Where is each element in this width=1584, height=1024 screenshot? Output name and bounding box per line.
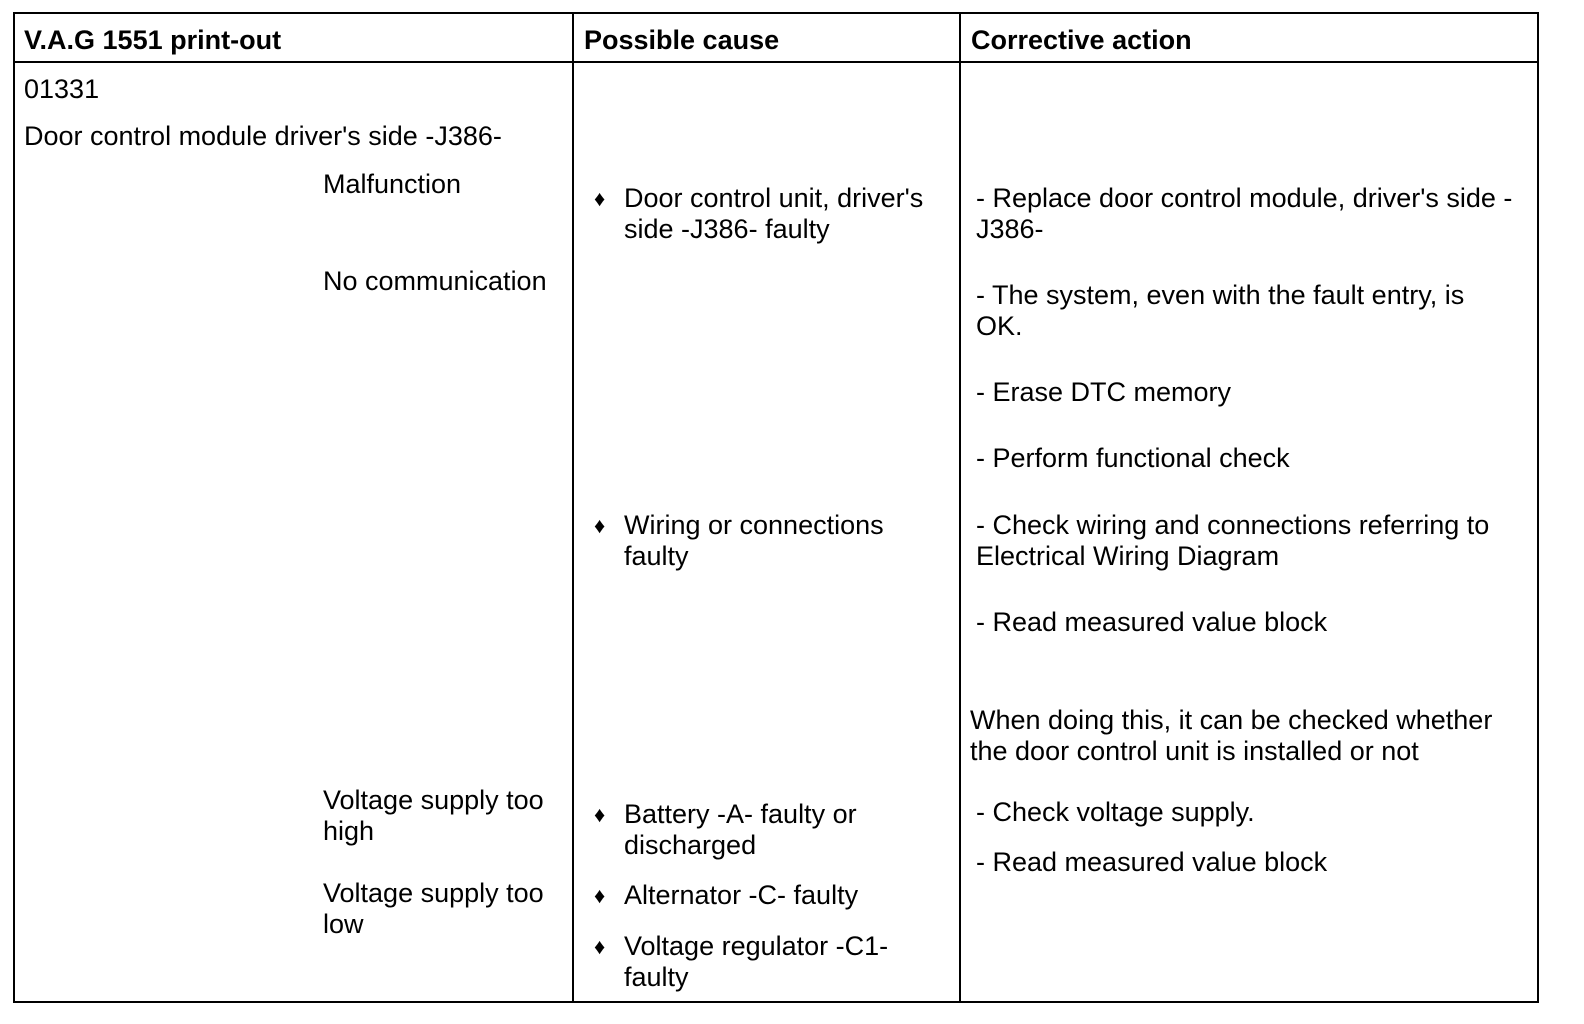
cause-line: Door control unit, driver's xyxy=(624,183,924,213)
bullet-diamond-icon: ♦ xyxy=(594,802,606,827)
header-printout: V.A.G 1551 print-out xyxy=(24,25,282,55)
action-line: - Check wiring and connections referring to xyxy=(976,510,1490,540)
action-check-voltage: - Check voltage supply. xyxy=(976,797,1255,827)
action-line: - The system, even with the fault entry, is xyxy=(976,280,1465,310)
action-system-ok xyxy=(976,280,1464,342)
action-read-value-block: - Read measured value block xyxy=(976,607,1328,637)
action-line: J386- xyxy=(976,214,1044,244)
cause-text xyxy=(624,183,923,245)
cause-line: Wiring or connections xyxy=(624,510,884,540)
cause-text xyxy=(624,799,857,861)
bullet-diamond-icon: ♦ xyxy=(594,934,606,959)
column-divider xyxy=(959,14,961,1001)
column-divider xyxy=(572,14,574,1001)
fault-component: Door control module driver's side -J386- xyxy=(24,121,502,151)
action-line: OK. xyxy=(976,311,1023,341)
action-read-value-block-2: - Read measured value block xyxy=(976,847,1328,877)
symptom-voltage-high xyxy=(323,785,544,847)
cause-line: Battery -A- faulty or xyxy=(624,799,857,829)
cause-line: faulty xyxy=(624,962,689,992)
symptom-voltage-low-line1: Voltage supply too xyxy=(323,878,544,908)
cause-line: Voltage regulator -C1- xyxy=(624,931,889,961)
fault-code: 01331 xyxy=(24,74,100,104)
cause-text xyxy=(624,510,884,572)
cause-line: Alternator -C- faulty xyxy=(624,880,859,910)
bullet-diamond-icon: ♦ xyxy=(594,513,606,538)
cause-text xyxy=(624,880,858,911)
symptom-no-communication: No communication xyxy=(323,266,547,296)
note-line: When doing this, it can be checked whether xyxy=(970,705,1493,735)
header-possible-cause: Possible cause xyxy=(584,25,780,55)
action-replace-module xyxy=(976,183,1512,245)
header-divider xyxy=(15,61,1537,63)
symptom-voltage-low-line2: low xyxy=(323,909,364,939)
action-check-wiring xyxy=(976,510,1489,572)
action-line: Electrical Wiring Diagram xyxy=(976,541,1280,571)
cause-line: side -J386- faulty xyxy=(624,214,830,244)
header-corrective-action: Corrective action xyxy=(971,25,1192,55)
cause-text xyxy=(624,931,888,993)
symptom-voltage-low xyxy=(323,878,544,940)
symptom-voltage-high-line1: Voltage supply too xyxy=(323,785,544,815)
note-line: the door control unit is installed or not xyxy=(970,736,1419,766)
action-erase-dtc: - Erase DTC memory xyxy=(976,377,1232,407)
action-functional-check: - Perform functional check xyxy=(976,443,1290,473)
symptom-malfunction: Malfunction xyxy=(323,169,462,199)
symptom-voltage-high-line2: high xyxy=(323,816,375,846)
action-line: - Replace door control module, driver's side - xyxy=(976,183,1513,213)
cause-line: faulty xyxy=(624,541,689,571)
action-note xyxy=(970,705,1492,767)
bullet-diamond-icon: ♦ xyxy=(594,883,606,908)
bullet-diamond-icon: ♦ xyxy=(594,186,606,211)
cause-line: discharged xyxy=(624,830,757,860)
fault-table xyxy=(13,12,1539,1003)
